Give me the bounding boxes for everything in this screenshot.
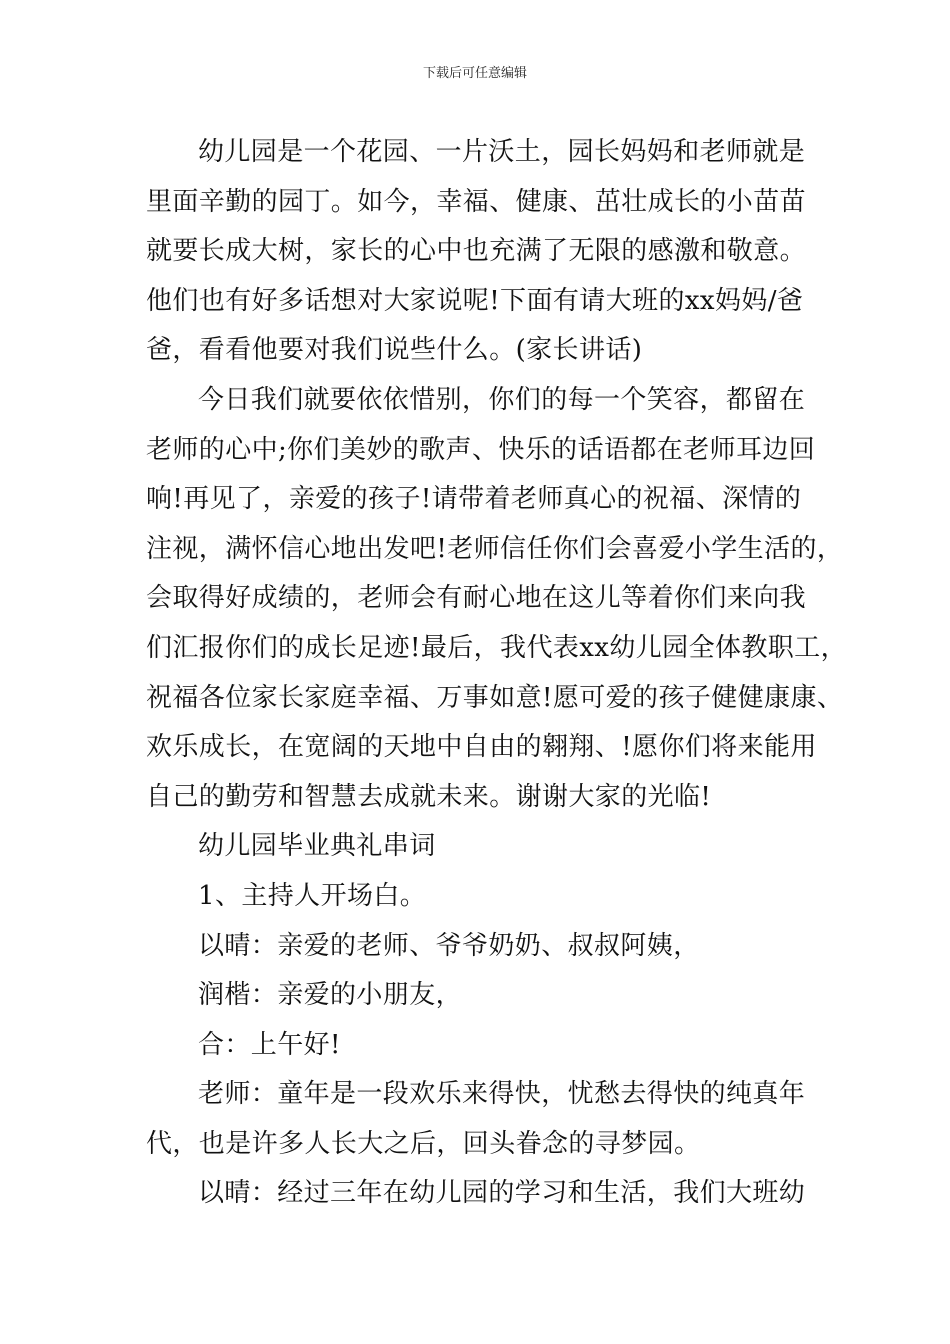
text-line: 今日我们就要依依惜别，你们的每一个笑容，都留在	[198, 384, 806, 415]
text-line: 们汇报你们的成长足迹!最后，我代表xx幼儿园全体教职工，	[146, 632, 847, 663]
text-line: 爸，看看他要对我们说些什么。(家长讲话)	[146, 335, 643, 366]
text-line: 以晴：经过三年在幼儿园的学习和生活，我们大班幼	[198, 1178, 806, 1209]
text-line: 自己的勤劳和智慧去成就未来。谢谢大家的光临!	[146, 781, 712, 812]
text-line: 欢乐成长，在宽阔的天地中自由的翱翔、!愿你们将来能用	[146, 732, 817, 763]
text-line: 就要长成大树，家长的心中也充满了无限的感激和敬意。	[146, 236, 807, 267]
text-line: 里面辛勤的园丁。如今，幸福、健康、茁壮成长的小苗苗	[146, 186, 807, 217]
text-line: 老师：童年是一段欢乐来得快，忧愁去得快的纯真年	[198, 1079, 806, 1110]
text-line: 响!再见了，亲爱的孩子!请带着老师真心的祝福、深情的	[146, 484, 802, 515]
text-line: 代，也是许多人长大之后，回头眷念的寻梦园。	[146, 1128, 701, 1159]
section-title: 幼儿园毕业典礼串词	[198, 831, 436, 862]
document-body	[146, 128, 847, 1219]
text-line: 老师的心中;你们美妙的歌声、快乐的话语都在老师耳边回	[146, 434, 816, 465]
text-line: 会取得好成绩的，老师会有耐心地在这儿等着你们来向我	[146, 583, 807, 614]
text-line: 合：上午好!	[198, 1029, 341, 1060]
page-header: 下载后可任意编辑	[422, 66, 527, 81]
text-line: 以晴：亲爱的老师、爷爷奶奶、叔叔阿姨，	[198, 930, 700, 961]
text-line: 注视，满怀信心地出发吧!老师信任你们会喜爱小学生活的，	[146, 533, 844, 564]
text-line: 润楷：亲爱的小朋友，	[198, 980, 463, 1011]
text-line: 幼儿园是一个花园、一片沃土，园长妈妈和老师就是	[198, 137, 806, 167]
text-line: 1、主持人开场白。	[198, 880, 427, 911]
text-line: 祝福各位家长家庭幸福、万事如意!愿可爱的孩子健健康康、	[146, 682, 844, 713]
text-line: 他们也有好多话想对大家说呢!下面有请大班的xx妈妈/爸	[146, 285, 804, 316]
